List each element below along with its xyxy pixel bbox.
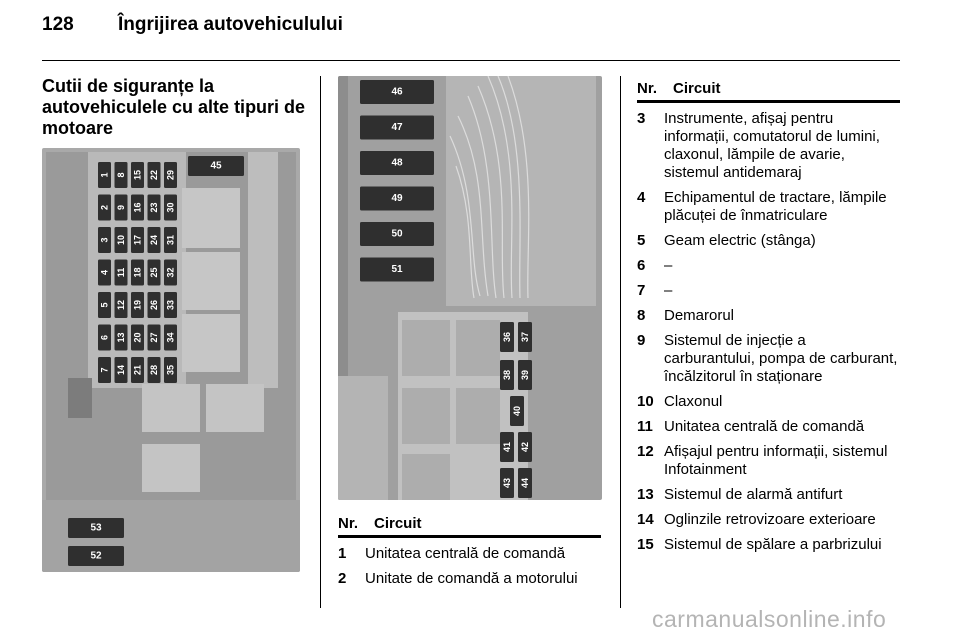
fuse-44 <box>518 468 532 498</box>
row-number: 5 <box>637 232 646 249</box>
row-circuit: Sistemul de injecție a carburantului, pompa de carburant, încălzitorul în staționare <box>664 332 898 385</box>
fuse-41 <box>500 432 514 462</box>
fuse-box-photo-left <box>42 148 300 572</box>
fuse-11 <box>115 260 128 286</box>
fuse-label: 5 <box>99 302 110 308</box>
fuse-2 <box>98 195 111 221</box>
header-rule <box>42 60 900 61</box>
watermark: carmanualsonline.info <box>652 606 887 632</box>
circuit-table-middle <box>338 515 601 588</box>
row-number: 14 <box>637 511 654 528</box>
row-number: 12 <box>637 443 654 460</box>
row-number: 11 <box>637 418 653 435</box>
row-circuit: Sistemul de spălare a parbrizului <box>664 536 882 553</box>
fuse-8 <box>115 162 128 188</box>
fuse-label: 42 <box>520 441 530 453</box>
row-number: 13 <box>637 486 654 503</box>
fuse-label: 49 <box>391 193 403 204</box>
fuse-label: 25 <box>149 267 159 278</box>
table-row <box>637 443 900 479</box>
fuse-42 <box>518 432 532 462</box>
fuse-23 <box>148 195 161 221</box>
fuse-36 <box>500 322 514 352</box>
fuse-40 <box>510 396 524 426</box>
fuse-34 <box>164 325 177 351</box>
row-number: 2 <box>338 570 347 587</box>
fuse-label: 36 <box>502 331 512 343</box>
fuse-label: 15 <box>132 169 143 181</box>
fuse-label: 1 <box>99 172 110 178</box>
fuse-14 <box>115 357 128 383</box>
table-header-circuit: Circuit <box>374 515 422 532</box>
table-row <box>637 232 900 250</box>
fuse-3 <box>98 227 111 253</box>
column-divider-right <box>620 76 621 608</box>
fuse-label: 3 <box>99 237 110 243</box>
fuse-47 <box>360 116 434 140</box>
row-circuit: Echipamentul de tractare, lămpile plăcuței de înmatriculare <box>664 189 887 224</box>
table-row <box>338 545 601 563</box>
fuse-10 <box>115 227 128 253</box>
row-circuit: Instrumente, afișaj pentru informații, comutatorul de lumini, claxonul, lămpile de avarie, sistemul antidemaraj <box>664 110 880 181</box>
fuse-label: 48 <box>391 157 403 169</box>
fuse-21 <box>131 357 144 383</box>
row-circuit: Afișajul pentru informații, sistemul Infotainment <box>664 443 888 478</box>
fuse-38 <box>500 360 514 390</box>
fuse-label: 38 <box>502 369 512 381</box>
fuse-52 <box>68 546 124 566</box>
fuse-label: 6 <box>99 334 110 341</box>
fuse-label: 24 <box>149 234 159 246</box>
fuse-label: 23 <box>149 202 159 213</box>
fuse-5 <box>98 292 111 318</box>
fuse-18 <box>131 260 144 286</box>
fuse-label: 34 <box>165 332 176 343</box>
table-row <box>637 189 900 225</box>
fuse-label: 10 <box>116 234 126 246</box>
fuse-33 <box>164 292 177 318</box>
fuse-49 <box>360 187 434 211</box>
fuse-13 <box>115 325 128 351</box>
fuse-51 <box>360 258 434 282</box>
fuse-label: 51 <box>391 264 403 275</box>
fuse-39 <box>518 360 532 390</box>
fuse-label: 40 <box>512 405 522 417</box>
circuit-table-right <box>637 80 900 554</box>
table-row <box>637 418 900 436</box>
fuse-label: 2 <box>99 204 110 211</box>
fuse-label: 8 <box>116 172 126 178</box>
fuse-label: 45 <box>210 160 222 172</box>
fuse-label: 32 <box>165 267 176 278</box>
fuse-32 <box>164 260 177 286</box>
fuse-label: 16 <box>132 202 143 213</box>
fuse-label: 44 <box>520 477 530 489</box>
row-circuit: Unitatea centrală de comandă <box>664 418 865 435</box>
row-circuit: Sistemul de alarmă antifurt <box>664 486 843 503</box>
row-number: 15 <box>637 536 654 553</box>
table-row <box>338 570 601 588</box>
fuse-label: 12 <box>116 299 126 311</box>
table-row <box>637 393 900 411</box>
page-number: 128 <box>42 14 74 35</box>
fuse-label: 22 <box>149 169 159 181</box>
fuse-37 <box>518 322 532 352</box>
fuse-label: 52 <box>90 550 102 562</box>
fuse-4 <box>98 260 111 286</box>
fuse-label: 19 <box>132 299 143 311</box>
fuse-45 <box>188 156 244 176</box>
fuse-label: 50 <box>391 228 403 240</box>
fuse-label: 31 <box>165 234 176 246</box>
table-row <box>637 307 900 325</box>
fuse-15 <box>131 162 144 188</box>
page-title: Îngrijirea autovehiculului <box>118 14 343 35</box>
row-circuit: Claxonul <box>664 393 723 410</box>
fuse-48 <box>360 151 434 175</box>
fuse-16 <box>131 195 144 221</box>
table-header-nr: Nr. <box>338 515 359 532</box>
fuse-22 <box>148 162 161 188</box>
section-title: Cutii de siguranțe la autovehiculele cu alte tipuri de motoare <box>42 76 306 138</box>
fuse-label: 11 <box>116 267 126 278</box>
fuse-label: 20 <box>132 332 143 343</box>
fuse-label: 29 <box>165 169 176 181</box>
fuse-43 <box>500 468 514 498</box>
fuse-label: 33 <box>165 299 176 311</box>
table-row <box>637 486 900 504</box>
fuse-label: 9 <box>116 204 126 211</box>
row-number: 4 <box>637 189 646 206</box>
fuse-6 <box>98 325 111 351</box>
fuse-label: 53 <box>90 522 102 534</box>
row-number: 3 <box>637 110 646 127</box>
table-row <box>637 511 900 529</box>
row-number: 8 <box>637 307 646 324</box>
fuse-27 <box>148 325 161 351</box>
row-number: 10 <box>637 393 654 410</box>
row-circuit: Unitatea centrală de comandă <box>365 545 566 562</box>
row-number: 9 <box>637 332 646 349</box>
fuse-label: 39 <box>520 369 530 381</box>
fuse-9 <box>115 195 128 221</box>
fuse-label: 35 <box>165 364 176 376</box>
table-header-circuit: Circuit <box>673 80 721 97</box>
fuse-31 <box>164 227 177 253</box>
fuse-label: 28 <box>149 364 159 376</box>
fuse-12 <box>115 292 128 318</box>
row-circuit: – <box>664 257 673 274</box>
fuse-label: 41 <box>502 441 512 453</box>
fuse-label: 13 <box>116 332 126 343</box>
fuse-label: 43 <box>502 477 512 489</box>
fuse-50 <box>360 222 434 246</box>
fuse-17 <box>131 227 144 253</box>
fuse-label: 7 <box>99 367 110 373</box>
row-number: 1 <box>338 545 347 562</box>
table-row <box>637 332 900 386</box>
table-row <box>637 110 900 182</box>
fuse-label: 37 <box>520 331 530 343</box>
fuse-box-photo-middle <box>338 76 602 500</box>
fuse-label: 21 <box>132 364 143 376</box>
fuse-label: 14 <box>116 364 126 376</box>
fuse-20 <box>131 325 144 351</box>
fuse-label: 27 <box>149 332 159 343</box>
fuse-label: 4 <box>99 269 110 276</box>
fuse-label: 30 <box>165 202 176 213</box>
row-circuit: Unitate de comandă a motorului <box>365 570 578 587</box>
fuse-53 <box>68 518 124 538</box>
fuse-19 <box>131 292 144 318</box>
row-circuit: – <box>664 282 673 299</box>
row-number: 7 <box>637 282 646 299</box>
column-divider-left <box>320 76 321 608</box>
fuse-25 <box>148 260 161 286</box>
table-row <box>637 282 900 300</box>
fuse-35 <box>164 357 177 383</box>
row-circuit: Oglinzile retrovizoare exterioare <box>664 511 876 528</box>
row-circuit: Geam electric (stânga) <box>664 232 816 249</box>
row-number: 6 <box>637 257 646 274</box>
fuse-24 <box>148 227 161 253</box>
fuse-1 <box>98 162 111 188</box>
fuse-28 <box>148 357 161 383</box>
fuse-label: 17 <box>132 234 143 246</box>
table-header-nr: Nr. <box>637 80 658 97</box>
fuse-26 <box>148 292 161 318</box>
fuse-label: 46 <box>391 86 403 98</box>
fuse-30 <box>164 195 177 221</box>
table-row <box>637 536 900 554</box>
fuse-7 <box>98 357 111 383</box>
fuse-46 <box>360 80 434 104</box>
table-header <box>338 515 601 538</box>
table-row <box>637 257 900 275</box>
fuse-label: 26 <box>149 299 159 311</box>
table-header <box>637 80 900 103</box>
fuse-label: 18 <box>132 267 143 278</box>
fuse-29 <box>164 162 177 188</box>
row-circuit: Demarorul <box>664 307 735 324</box>
fuse-label: 47 <box>391 122 403 133</box>
